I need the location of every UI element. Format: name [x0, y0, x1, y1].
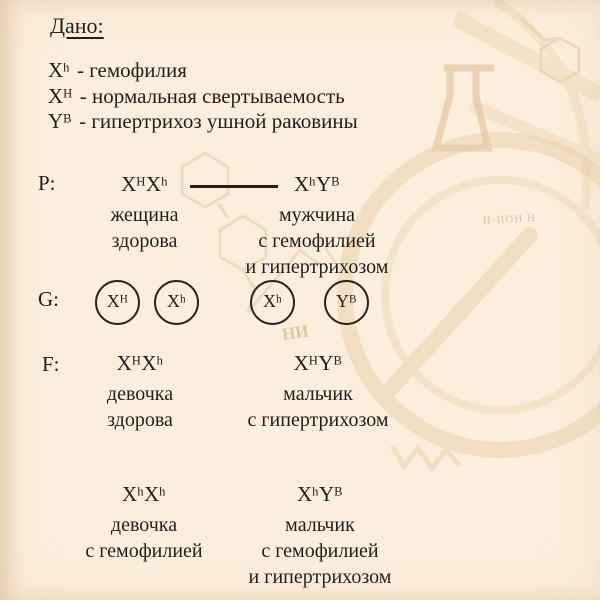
given-item-hemophilia — [48, 58, 358, 84]
watermark-text-ni: НИ — [280, 321, 310, 344]
gamete-genotype: $X^h$ — [166, 291, 187, 311]
parents-label: P: — [38, 171, 56, 195]
description-line: с гемофилией — [85, 540, 203, 562]
offspring-genotype: $X^hY^B$ — [296, 482, 344, 506]
father-description — [227, 202, 407, 280]
allele-yB: $Y^B$ — [48, 109, 73, 133]
description-line: жещина — [110, 204, 179, 226]
offspring-description — [68, 512, 220, 564]
offspring-boy-hypertrichosis — [227, 350, 409, 433]
description-line: с гемофилией — [261, 540, 379, 562]
description-line: мальчик — [285, 514, 355, 536]
description-line: с гемофилией — [258, 230, 376, 252]
offspring-genotype: $X^HX^h$ — [116, 351, 164, 375]
description-line: мужчина — [278, 204, 356, 226]
father-genotype: $X^hY^B$ — [293, 172, 341, 196]
description-line: здорова — [107, 409, 173, 431]
mother-column — [82, 171, 207, 254]
offspring-healthy-girl — [78, 350, 202, 433]
description-line: и гипертрихозом — [245, 256, 389, 278]
given-item-normal-clotting — [48, 84, 358, 110]
offspring-genotype: $X^HY^B$ — [293, 351, 343, 375]
description-line: здорова — [111, 230, 178, 252]
offspring-description — [227, 381, 409, 433]
offspring-description — [227, 512, 413, 590]
offspring-description — [78, 381, 202, 433]
gamete-genotype: $X^h$ — [262, 291, 283, 311]
given-title: Дано: — [50, 13, 104, 38]
gamete-genotype: $X^H$ — [106, 291, 129, 311]
gamete-genotype: $Y^B$ — [336, 291, 357, 311]
description-line: девочка — [106, 383, 174, 405]
description-line: девочка — [110, 514, 178, 536]
offspring-girl-hemophilia — [68, 481, 220, 564]
given-desc: - гипертрихоз ушной раковины — [79, 109, 358, 133]
offspring-label: F: — [42, 352, 60, 376]
given-item-hypertrichosis — [48, 109, 358, 135]
description-line: с гипертрихозом — [247, 409, 389, 431]
description-line: мальчик — [283, 383, 353, 405]
given-list — [48, 58, 358, 135]
mother-description — [82, 202, 207, 254]
father-column — [227, 171, 407, 280]
offspring-genotype: $X^hX^h$ — [122, 482, 166, 506]
watermark-text-small: Н-ИОН Н — [482, 212, 537, 227]
gamete-circle-xh-1 — [154, 280, 199, 325]
gamete-circle-xH — [95, 280, 140, 325]
offspring-boy-hemophilia-hypertrichosis — [227, 481, 413, 590]
allele-xH: $X^H$ — [48, 83, 73, 108]
given-desc: - гемофилия — [76, 58, 187, 82]
description-line: и гипертрихозом — [248, 566, 392, 588]
given-desc: - нормальная свертываемость — [79, 83, 345, 108]
gamete-circle-yB — [324, 280, 369, 325]
gametes-label: G: — [38, 287, 59, 311]
gamete-circle-xh-2 — [250, 280, 295, 325]
allele-xh: $X^h$ — [48, 58, 70, 82]
mother-genotype: $X^HX^h$ — [121, 172, 168, 196]
